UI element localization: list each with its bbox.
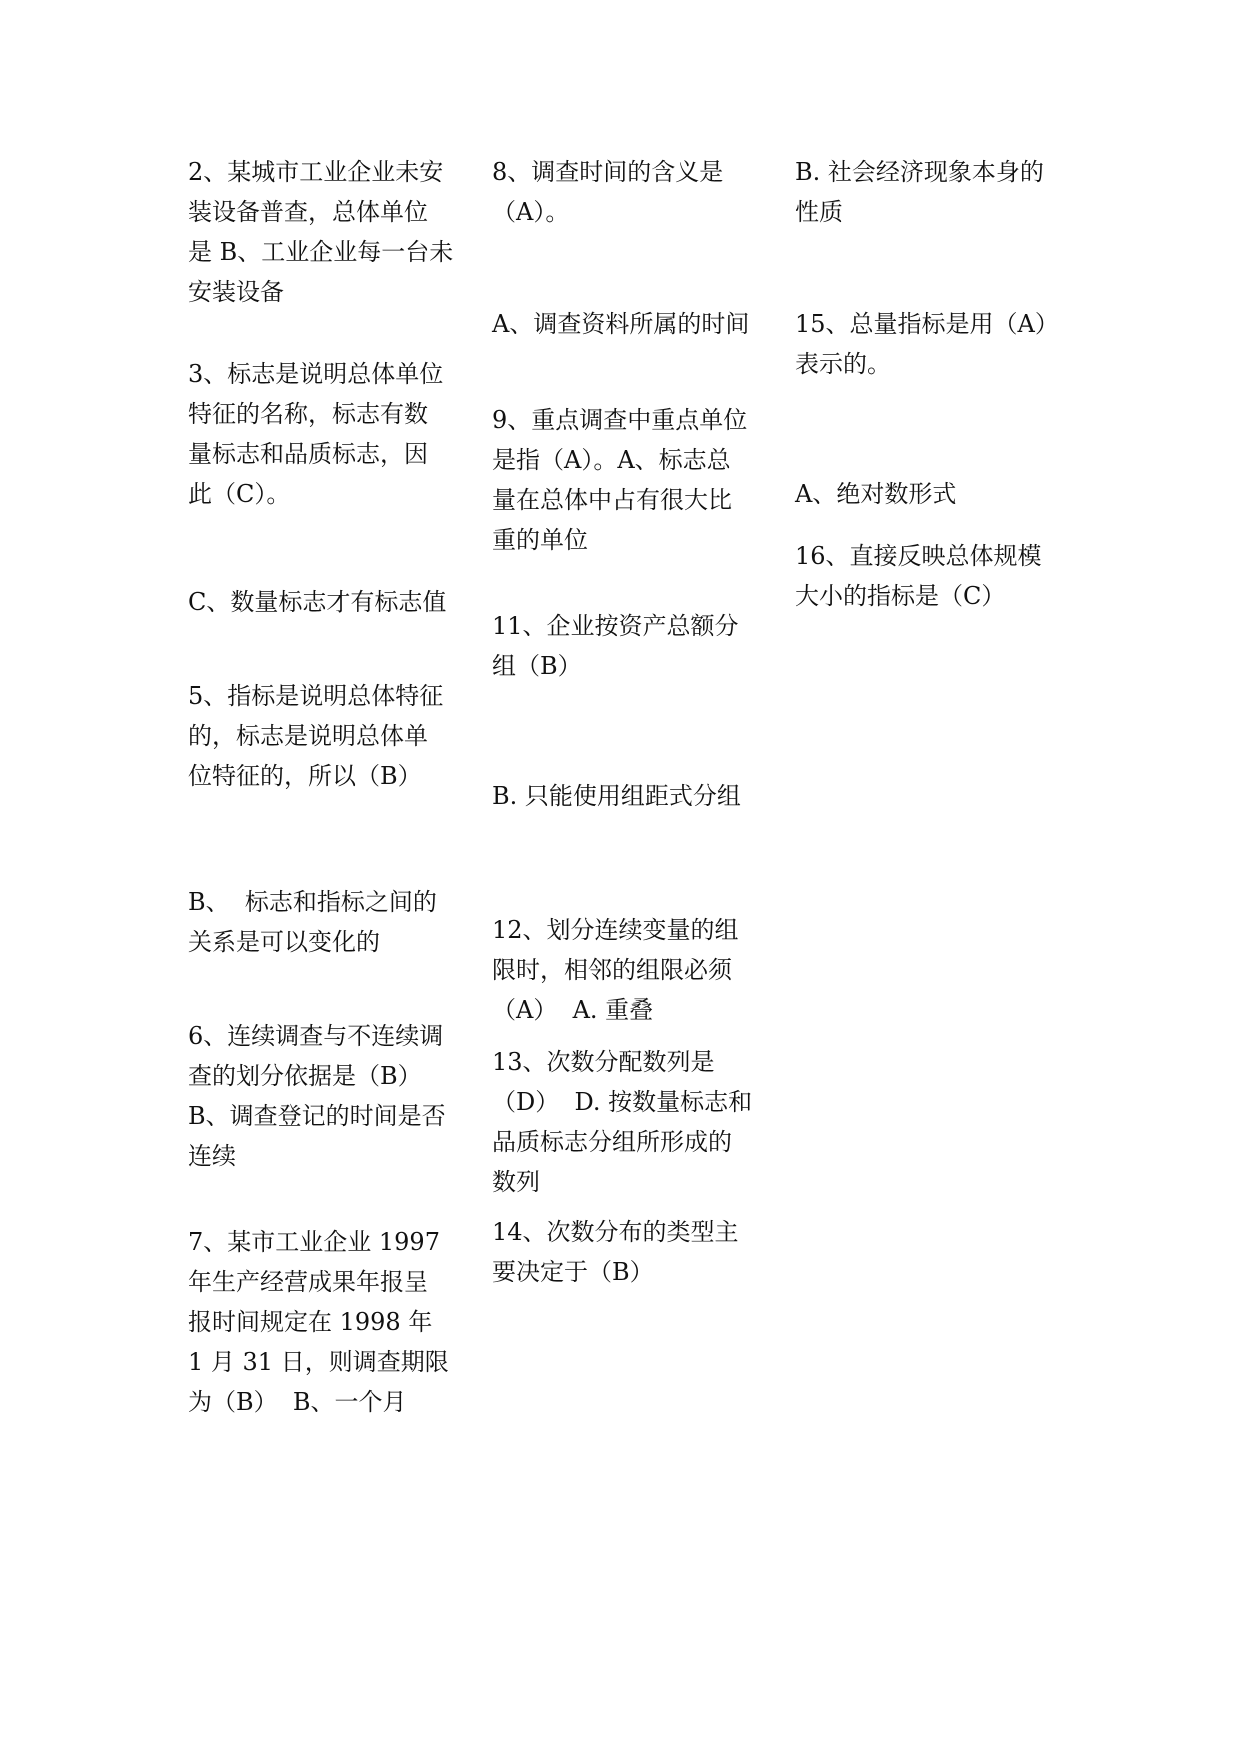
- question-7: 7、某市工业企业 1997 年生产经营成果年报呈 报时间规定在 1998 年 1 月 31 日，则调查期限 为（B） B、一个月: [188, 1228, 449, 1416]
- question-8: 8、调查时间的含义是 （A）。: [492, 158, 724, 226]
- question-13: 13、次数分配数列是 （D） D. 按数量标志和 品质标志分组所形成的 数列: [492, 1048, 753, 1196]
- question-12: 12、划分连续变量的组 限时，相邻的组限必须 （A） A. 重叠: [492, 916, 739, 1024]
- question-14: 14、次数分布的类型主 要决定于（B）: [492, 1218, 739, 1286]
- answer-3: C、数量标志才有标志值: [188, 588, 447, 616]
- question-6: 6、连续调查与不连续调 查的划分依据是（B） B、调查登记的时间是否 连续: [188, 1022, 446, 1170]
- question-9: 9、重点调查中重点单位 是指（A）。A、标志总 量在总体中占有很大比 重的单位: [492, 406, 748, 554]
- answer-14: B. 社会经济现象本身的 性质: [795, 158, 1044, 226]
- question-3: 3、标志是说明总体单位 特征的名称，标志有数 量标志和品质标志，因 此（C）。: [188, 360, 444, 508]
- question-2: 2、某城市工业企业未安 装设备普查，总体单位 是 B、工业企业每一台未 安装设备: [188, 158, 454, 306]
- answer-8: A、调查资料所属的时间: [492, 310, 750, 338]
- question-16: 16、直接反映总体规模 大小的指标是（C）: [795, 542, 1042, 610]
- question-15: 15、总量指标是用（A） 表示的。: [795, 310, 1059, 378]
- answer-11: B. 只能使用组距式分组: [492, 782, 741, 810]
- question-11: 11、企业按资产总额分 组（B）: [492, 612, 739, 680]
- answer-5: B、 标志和指标之间的 关系是可以变化的: [188, 888, 437, 956]
- answer-15: A、绝对数形式: [795, 480, 957, 508]
- question-5: 5、指标是说明总体特征 的，标志是说明总体单 位特征的，所以（B）: [188, 682, 444, 790]
